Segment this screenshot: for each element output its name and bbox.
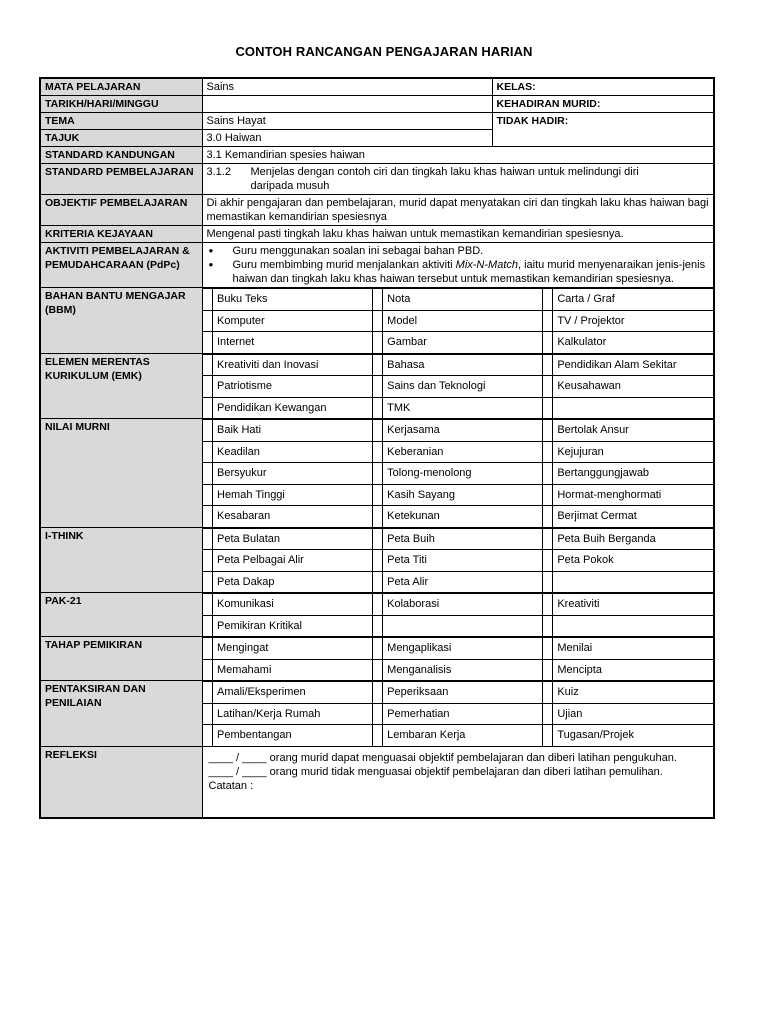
- row-pak21: [40, 593, 714, 637]
- option-label: Menganalisis: [383, 659, 543, 680]
- option-checkbox[interactable]: [203, 571, 213, 592]
- option-row: [203, 659, 714, 680]
- sp-text-2: daripada musuh: [250, 180, 330, 192]
- option-checkbox[interactable]: [543, 397, 553, 418]
- label-tidak-hadir: TIDAK HADIR:: [492, 113, 714, 147]
- option-row: [203, 682, 714, 704]
- option-label: Mencipta: [553, 659, 713, 680]
- label-tarikh: TARIKH/HARI/MINGGU: [40, 96, 202, 113]
- option-checkbox[interactable]: [203, 463, 213, 485]
- option-label: Sains dan Teknologi: [383, 376, 543, 398]
- option-label: Model: [383, 310, 543, 332]
- row-objektif: [40, 195, 714, 226]
- option-label: Keberanian: [383, 441, 543, 463]
- option-label: TV / Projektor: [553, 310, 713, 332]
- option-checkbox[interactable]: [203, 332, 213, 353]
- option-label: Kolaborasi: [383, 594, 543, 616]
- option-checkbox[interactable]: [373, 615, 383, 636]
- option-label: Pemikiran Kritikal: [213, 615, 373, 636]
- option-label: Komputer: [213, 310, 373, 332]
- option-label: Lembaran Kerja: [383, 725, 543, 746]
- option-row: [203, 289, 714, 311]
- options-tahap-pemikiran: [202, 637, 714, 681]
- row-tema: [40, 113, 714, 130]
- option-label: Pemerhatian: [383, 703, 543, 725]
- option-label: Mengaplikasi: [383, 638, 543, 660]
- option-grid-emk: [203, 354, 714, 419]
- option-checkbox[interactable]: [373, 550, 383, 572]
- option-checkbox[interactable]: [543, 703, 553, 725]
- option-label: Nota: [383, 289, 543, 311]
- option-label: Tolong-menolong: [383, 463, 543, 485]
- option-label: [553, 571, 713, 592]
- option-checkbox[interactable]: [373, 354, 383, 376]
- option-label: Pendidikan Alam Sekitar: [553, 354, 713, 376]
- option-label: Kejujuran: [553, 441, 713, 463]
- aktiviti-item: ● Guru menggunakan soalan ini sebagai bahan PBD.: [208, 245, 484, 257]
- option-label: Bersyukur: [213, 463, 373, 485]
- option-checkbox[interactable]: [543, 550, 553, 572]
- option-label: Keusahawan: [553, 376, 713, 398]
- option-checkbox[interactable]: [373, 420, 383, 442]
- label-kriteria: KRITERIA KEJAYAAN: [40, 226, 202, 243]
- label-bbm: BAHAN BANTU MENGAJAR (BBM): [40, 288, 202, 354]
- option-label: Peta Pokok: [553, 550, 713, 572]
- label-refleksi: REFLEKSI: [40, 746, 202, 818]
- bullet-icon: ●: [208, 246, 214, 255]
- option-row: [203, 615, 714, 636]
- option-label: Memahami: [213, 659, 373, 680]
- option-label: TMK: [383, 397, 543, 418]
- sp-text-1: Menjelas dengan contoh ciri dan tingkah laku khas haiwan untuk melindungi diri: [250, 166, 639, 178]
- option-checkbox[interactable]: [543, 528, 553, 550]
- label-pentaksiran: PENTAKSIRAN DAN PENILAIAN: [40, 681, 202, 747]
- option-row: [203, 310, 714, 332]
- option-label: Kreativiti dan Inovasi: [213, 354, 373, 376]
- option-row: [203, 594, 714, 616]
- option-label: Peta Dakap: [213, 571, 373, 592]
- option-label: [553, 615, 713, 636]
- row-kriteria: [40, 226, 714, 243]
- option-label: Latihan/Kerja Rumah: [213, 703, 373, 725]
- option-checkbox[interactable]: [543, 682, 553, 704]
- option-checkbox[interactable]: [203, 659, 213, 680]
- option-label: Kalkulator: [553, 332, 713, 353]
- option-checkbox[interactable]: [543, 310, 553, 332]
- option-label: Peta Buih Berganda: [553, 528, 713, 550]
- option-row: [203, 638, 714, 660]
- option-label: Peta Titi: [383, 550, 543, 572]
- options-nilai-murni: [202, 419, 714, 528]
- label-ithink: I-THINK: [40, 527, 202, 593]
- option-label: Peperiksaan: [383, 682, 543, 704]
- option-checkbox[interactable]: [203, 397, 213, 418]
- option-checkbox[interactable]: [203, 420, 213, 442]
- option-grid-pentaksiran: [203, 681, 714, 746]
- option-grid-pak21: [203, 593, 714, 636]
- option-row: [203, 725, 714, 746]
- label-kehadiran: KEHADIRAN MURID:: [492, 96, 714, 113]
- row-pentaksiran: [40, 681, 714, 747]
- option-row: [203, 354, 714, 376]
- option-label: Internet: [213, 332, 373, 353]
- option-checkbox[interactable]: [373, 506, 383, 527]
- option-checkbox[interactable]: [203, 682, 213, 704]
- option-checkbox[interactable]: [203, 550, 213, 572]
- label-mata-pelajaran: MATA PELAJARAN: [40, 78, 202, 96]
- option-row: [203, 441, 714, 463]
- option-grid-nilai: [203, 419, 714, 527]
- bullet-icon: ●: [208, 260, 214, 269]
- option-checkbox[interactable]: [373, 725, 383, 746]
- options-bbm: [202, 288, 714, 354]
- option-label: Peta Pelbagai Alir: [213, 550, 373, 572]
- label-aktiviti: AKTIVITI PEMBELAJARAN & PEMUDAHCARAAN (PdPc): [40, 243, 202, 288]
- row-emk: [40, 353, 714, 419]
- label-tahap-pemikiran: TAHAP PEMIKIRAN: [40, 637, 202, 681]
- option-label: Buku Teks: [213, 289, 373, 311]
- document-title: CONTOH RANCANGAN PENGAJARAN HARIAN: [235, 44, 533, 59]
- refleksi-line-2: ____ / ____ orang murid tidak menguasai objektif pembelajaran dan diberi latihan pemulihan.: [208, 765, 663, 778]
- label-nilai-murni: NILAI MURNI: [40, 419, 202, 528]
- aktiviti-list: [207, 244, 710, 286]
- option-row: [203, 397, 714, 418]
- option-grid-ithink: [203, 528, 714, 593]
- row-standard-pembelajaran: [40, 164, 714, 195]
- option-label: Mengingat: [213, 638, 373, 660]
- option-label: Ujian: [553, 703, 713, 725]
- option-label: Kuiz: [553, 682, 713, 704]
- option-label: Pembentangan: [213, 725, 373, 746]
- option-label: Hormat-menghormati: [553, 484, 713, 506]
- options-pentaksiran: [202, 681, 714, 747]
- options-emk: [202, 353, 714, 419]
- option-label: Hemah Tinggi: [213, 484, 373, 506]
- option-label: Kasih Sayang: [383, 484, 543, 506]
- option-label: Menilai: [553, 638, 713, 660]
- option-checkbox[interactable]: [543, 441, 553, 463]
- label-tema: TEMA: [40, 113, 202, 130]
- option-checkbox[interactable]: [543, 615, 553, 636]
- option-checkbox[interactable]: [373, 397, 383, 418]
- option-label: Bertolak Ansur: [553, 420, 713, 442]
- option-label: Peta Alir: [383, 571, 543, 592]
- lesson-plan-table: [39, 77, 715, 819]
- row-tahap-pemikiran: [40, 637, 714, 681]
- option-label: Amali/Eksperimen: [213, 682, 373, 704]
- option-row: [203, 484, 714, 506]
- label-objektif: OBJEKTIF PEMBELAJARAN: [40, 195, 202, 226]
- option-label: Kesabaran: [213, 506, 373, 527]
- value-standard-pembelajaran: [202, 164, 714, 195]
- row-ithink: [40, 527, 714, 593]
- option-checkbox[interactable]: [373, 441, 383, 463]
- option-label: Berjimat Cermat: [553, 506, 713, 527]
- option-label: Kreativiti: [553, 594, 713, 616]
- option-checkbox[interactable]: [203, 528, 213, 550]
- option-checkbox[interactable]: [203, 594, 213, 616]
- row-aktiviti: [40, 243, 714, 288]
- option-row: [203, 332, 714, 353]
- value-tajuk: 3.0 Haiwan: [202, 130, 492, 147]
- option-checkbox[interactable]: [203, 289, 213, 311]
- option-checkbox[interactable]: [373, 659, 383, 680]
- label-kelas: KELAS:: [492, 78, 714, 96]
- option-label: Gambar: [383, 332, 543, 353]
- option-checkbox[interactable]: [373, 594, 383, 616]
- option-checkbox[interactable]: [203, 376, 213, 398]
- option-checkbox[interactable]: [373, 376, 383, 398]
- option-label: [383, 615, 543, 636]
- option-row: [203, 420, 714, 442]
- option-label: Ketekunan: [383, 506, 543, 527]
- option-row: [203, 703, 714, 725]
- value-mata-pelajaran: Sains: [202, 78, 492, 96]
- option-checkbox[interactable]: [203, 615, 213, 636]
- option-label: Keadilan: [213, 441, 373, 463]
- option-checkbox[interactable]: [373, 528, 383, 550]
- option-checkbox[interactable]: [543, 289, 553, 311]
- option-checkbox[interactable]: [203, 725, 213, 746]
- option-checkbox[interactable]: [203, 638, 213, 660]
- option-row: [203, 528, 714, 550]
- option-label: Carta / Graf: [553, 289, 713, 311]
- options-ithink: [202, 527, 714, 593]
- label-standard-pembelajaran: STANDARD PEMBELAJARAN: [40, 164, 202, 195]
- value-aktiviti: [202, 243, 714, 288]
- option-checkbox[interactable]: [203, 703, 213, 725]
- value-objektif: Di akhir pengajaran dan pembelajaran, murid dapat menyatakan ciri dan tingkah laku khas haiwan bagi memastikan kemandirian spesiesnya: [202, 195, 714, 226]
- option-label: Peta Buih: [383, 528, 543, 550]
- refleksi-line-1: ____ / ____ orang murid dapat menguasai objektif pembelajaran dan diberi latihan pengukuhan.: [208, 751, 677, 764]
- row-refleksi: [40, 746, 714, 818]
- row-standard-kandungan: [40, 147, 714, 164]
- option-checkbox[interactable]: [373, 571, 383, 592]
- option-checkbox[interactable]: [543, 484, 553, 506]
- aktiviti-item: ● Guru membimbing murid menjalankan aktiviti Mix-N-Match, iaitu murid menyenaraikan jenis-jenis haiwan dan tingkah laku khas haiwan tersebut untuk memastikan kemandirian spesiesnya.: [208, 259, 706, 285]
- option-checkbox[interactable]: [543, 332, 553, 353]
- value-tema: Sains Hayat: [202, 113, 492, 130]
- option-label: [553, 397, 713, 418]
- option-label: Patriotisme: [213, 376, 373, 398]
- row-tarikh: [40, 96, 714, 113]
- option-row: [203, 571, 714, 592]
- option-checkbox[interactable]: [373, 310, 383, 332]
- option-checkbox[interactable]: [373, 463, 383, 485]
- row-mata-pelajaran: [40, 78, 714, 96]
- option-checkbox[interactable]: [373, 332, 383, 353]
- option-checkbox[interactable]: [543, 506, 553, 527]
- option-checkbox[interactable]: [543, 571, 553, 592]
- option-checkbox[interactable]: [543, 638, 553, 660]
- option-label: Bahasa: [383, 354, 543, 376]
- sp-number: 3.1.2: [206, 166, 231, 178]
- option-label: Kerjasama: [383, 420, 543, 442]
- option-checkbox[interactable]: [543, 594, 553, 616]
- option-checkbox[interactable]: [373, 289, 383, 311]
- option-label: Bertanggungjawab: [553, 463, 713, 485]
- option-grid-bbm: [203, 288, 714, 353]
- option-checkbox[interactable]: [203, 484, 213, 506]
- option-checkbox[interactable]: [543, 420, 553, 442]
- option-checkbox[interactable]: [203, 354, 213, 376]
- option-checkbox[interactable]: [373, 484, 383, 506]
- value-tarikh: [202, 96, 492, 113]
- value-standard-kandungan: 3.1 Kemandirian spesies haiwan: [202, 147, 714, 164]
- row-bbm: [40, 288, 714, 354]
- label-pak21: PAK-21: [40, 593, 202, 637]
- label-emk: ELEMEN MERENTAS KURIKULUM (EMK): [40, 353, 202, 419]
- option-label: Tugasan/Projek: [553, 725, 713, 746]
- option-label: Komunikasi: [213, 594, 373, 616]
- option-checkbox[interactable]: [373, 638, 383, 660]
- option-label: Baik Hati: [213, 420, 373, 442]
- label-tajuk: TAJUK: [40, 130, 202, 147]
- row-nilai-murni: [40, 419, 714, 528]
- refleksi-catatan: Catatan :: [208, 779, 254, 792]
- option-checkbox[interactable]: [203, 441, 213, 463]
- option-row: [203, 550, 714, 572]
- option-checkbox[interactable]: [543, 659, 553, 680]
- value-refleksi: [202, 746, 714, 818]
- option-label: Pendidikan Kewangan: [213, 397, 373, 418]
- option-checkbox[interactable]: [543, 354, 553, 376]
- label-standard-kandungan: STANDARD KANDUNGAN: [40, 147, 202, 164]
- option-grid-pemikiran: [203, 637, 714, 680]
- option-row: [203, 376, 714, 398]
- option-checkbox[interactable]: [543, 725, 553, 746]
- options-pak21: [202, 593, 714, 637]
- option-label: Peta Bulatan: [213, 528, 373, 550]
- option-checkbox[interactable]: [203, 506, 213, 527]
- option-checkbox[interactable]: [203, 310, 213, 332]
- option-checkbox[interactable]: [543, 376, 553, 398]
- option-row: [203, 506, 714, 527]
- option-checkbox[interactable]: [373, 703, 383, 725]
- option-checkbox[interactable]: [373, 682, 383, 704]
- option-checkbox[interactable]: [543, 463, 553, 485]
- value-kriteria: Mengenal pasti tingkah laku khas haiwan untuk memastikan kemandirian spesiesnya.: [202, 226, 714, 243]
- option-row: [203, 463, 714, 485]
